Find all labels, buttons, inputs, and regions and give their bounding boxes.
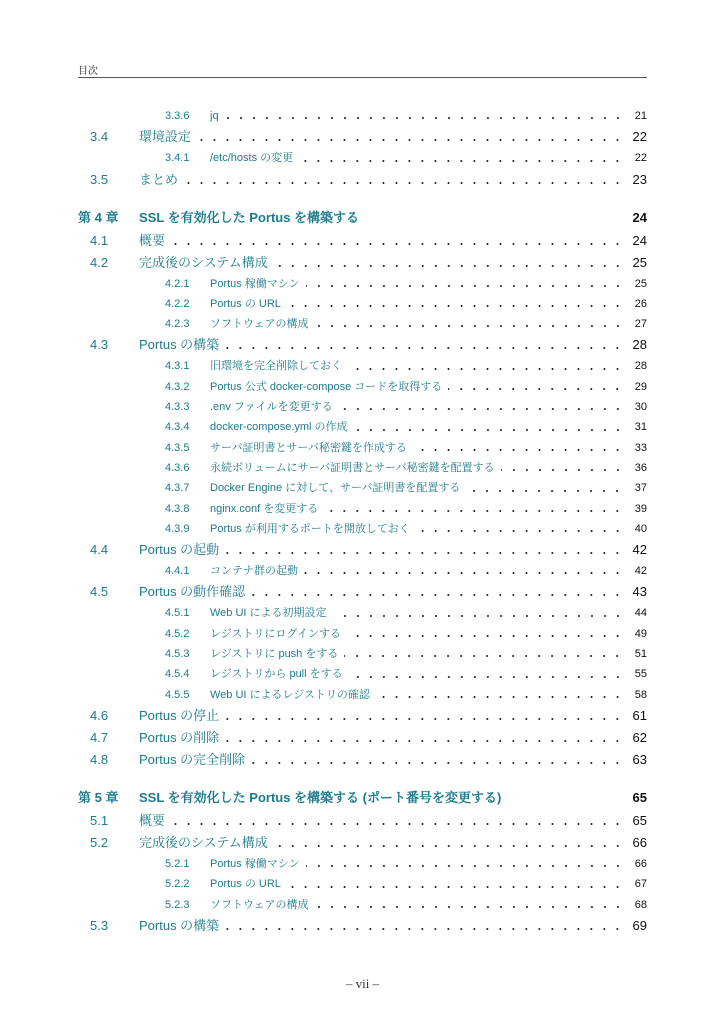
dot-leader bbox=[171, 240, 621, 248]
dot-leader bbox=[349, 673, 621, 681]
entry-page-number: 44 bbox=[634, 607, 647, 620]
dot-leader bbox=[225, 114, 621, 122]
dot-leader bbox=[348, 365, 621, 373]
entry-page-number: 66 bbox=[632, 834, 647, 850]
dot-leader bbox=[347, 632, 621, 640]
entry-page-number: 27 bbox=[634, 318, 647, 331]
toc-subsection-entry[interactable] bbox=[78, 895, 647, 915]
toc-subsection-entry[interactable] bbox=[78, 314, 647, 334]
entry-title: SSL を有効化した Portus を構築する bbox=[139, 209, 360, 225]
entry-title: Portus が利用するポートを開放しておく bbox=[210, 522, 410, 535]
entry-title: 完成後のシステム構成 bbox=[139, 834, 268, 850]
dot-leader bbox=[225, 925, 621, 933]
toc-section-entry[interactable] bbox=[78, 749, 647, 771]
entry-number: 4.3.7 bbox=[165, 482, 190, 495]
entry-title: Portus の動作確認 bbox=[139, 584, 246, 600]
dot-leader bbox=[251, 759, 621, 767]
dot-leader bbox=[197, 136, 621, 144]
toc-subsection-entry[interactable] bbox=[78, 397, 647, 417]
entry-number: 5.2.1 bbox=[165, 857, 190, 870]
dot-leader bbox=[225, 344, 621, 352]
entry-title: レジストリに push をする bbox=[210, 648, 339, 661]
toc-subsection-entry[interactable] bbox=[78, 377, 647, 397]
entry-title: Web UI によるレジストリの確認 bbox=[210, 688, 370, 701]
entry-title: ソフトウェアの構成 bbox=[210, 898, 309, 911]
entry-page-number: 23 bbox=[632, 171, 647, 187]
entry-page-number: 25 bbox=[634, 277, 647, 290]
dot-leader bbox=[315, 322, 621, 330]
entry-title: /etc/hosts の変更 bbox=[210, 152, 294, 165]
entry-number: 4.7 bbox=[90, 729, 109, 745]
entry-page-number: 25 bbox=[632, 254, 647, 270]
entry-title: Portus の起動 bbox=[139, 542, 220, 558]
toc-subsection-entry[interactable] bbox=[78, 624, 647, 644]
entry-title: Portus の構築 bbox=[139, 917, 220, 933]
entry-title: Portus 稼働マシン bbox=[210, 277, 300, 290]
entry-number: 3.5 bbox=[90, 171, 109, 187]
entry-page-number: 42 bbox=[632, 542, 647, 558]
entry-number: 4.3.8 bbox=[165, 502, 190, 515]
entry-title: まとめ bbox=[139, 171, 179, 187]
entry-title: コンテナ群の起動 bbox=[210, 565, 298, 578]
entry-number: 4.2 bbox=[90, 254, 109, 270]
entry-page-number: 66 bbox=[634, 857, 647, 870]
entry-page-number: 26 bbox=[634, 297, 647, 310]
entry-number: 4.3.2 bbox=[165, 380, 190, 393]
entry-title: 永続ボリュームにサーバ証明書とサーバ秘密鍵を配置する bbox=[210, 461, 495, 474]
entry-number: 4.2.3 bbox=[165, 318, 190, 331]
entry-page-number: 39 bbox=[634, 502, 647, 515]
page-number: – vii – bbox=[345, 976, 380, 991]
entry-number: 4.3.5 bbox=[165, 441, 190, 454]
toc-section-entry[interactable] bbox=[78, 581, 647, 603]
table-of-contents bbox=[78, 106, 647, 937]
toc-section-entry[interactable] bbox=[78, 832, 647, 854]
toc-section-entry[interactable] bbox=[78, 252, 647, 274]
entry-title: Portus の停止 bbox=[139, 707, 220, 723]
entry-number: 第 4 章 bbox=[78, 209, 119, 225]
entry-page-number: 30 bbox=[634, 401, 647, 414]
entry-page-number: 62 bbox=[632, 729, 647, 745]
running-header: 目次 bbox=[78, 66, 98, 77]
entry-number: 4.3.6 bbox=[165, 461, 190, 474]
entry-number: 4.5.3 bbox=[165, 648, 190, 661]
dot-leader bbox=[413, 446, 621, 454]
entry-page-number: 24 bbox=[632, 232, 647, 248]
entry-number: 4.3.1 bbox=[165, 360, 190, 373]
entry-page-number: 42 bbox=[634, 565, 647, 578]
dot-leader bbox=[466, 487, 621, 495]
toc-subsection-entry[interactable] bbox=[78, 603, 647, 623]
entry-title: docker-compose.yml の作成 bbox=[210, 421, 348, 434]
entry-number: 4.5.1 bbox=[165, 607, 190, 620]
toc-section-entry[interactable] bbox=[78, 169, 647, 191]
dot-leader bbox=[225, 737, 621, 745]
dot-leader bbox=[416, 527, 621, 535]
entry-title: nginx.conf を変更する bbox=[210, 502, 319, 515]
entry-number: 4.2.1 bbox=[165, 277, 190, 290]
entry-number: 4.5.5 bbox=[165, 688, 190, 701]
entry-page-number: 37 bbox=[634, 482, 647, 495]
entry-title: jq bbox=[210, 110, 219, 122]
entry-title: 概要 bbox=[139, 232, 166, 248]
toc-subsection-entry[interactable] bbox=[78, 499, 647, 519]
toc-subsection-entry[interactable] bbox=[78, 438, 647, 458]
entry-title: ソフトウェアの構成 bbox=[210, 318, 309, 331]
dot-leader bbox=[315, 903, 621, 911]
entry-number: 4.3 bbox=[90, 337, 109, 353]
entry-page-number: 43 bbox=[632, 584, 647, 600]
dot-leader bbox=[501, 466, 621, 474]
entry-title: Docker Engine に対して、サーバ証明書を配置する bbox=[210, 482, 461, 495]
dot-leader bbox=[354, 426, 621, 434]
toc-section-entry[interactable] bbox=[78, 126, 647, 148]
entry-page-number: 21 bbox=[634, 110, 647, 122]
entry-title: Portus の完全削除 bbox=[139, 751, 246, 767]
entry-number: 4.3.4 bbox=[165, 421, 190, 434]
dot-leader bbox=[333, 612, 621, 620]
entry-number: 3.4.1 bbox=[165, 152, 190, 165]
toc-subsection-entry[interactable] bbox=[78, 854, 647, 874]
entry-page-number: 49 bbox=[634, 627, 647, 640]
entry-page-number: 65 bbox=[632, 812, 647, 828]
entry-page-number: 28 bbox=[634, 360, 647, 373]
toc-subsection-entry[interactable] bbox=[78, 874, 647, 894]
entry-title: Web UI による初期設定 bbox=[210, 607, 327, 620]
entry-page-number: 65 bbox=[632, 789, 647, 805]
entry-number: 5.2.3 bbox=[165, 898, 190, 911]
entry-page-number: 22 bbox=[632, 129, 647, 145]
entry-title: SSL を有効化した Portus を構築する (ポート番号を変更する) bbox=[139, 789, 502, 805]
toc-subsection-entry[interactable] bbox=[78, 106, 647, 126]
toc-subsection-entry[interactable] bbox=[78, 644, 647, 664]
entry-title: Portus の URL bbox=[210, 297, 281, 310]
toc-subsection-entry[interactable] bbox=[78, 148, 647, 168]
entry-title: 概要 bbox=[139, 812, 166, 828]
entry-title: レジストリにログインする bbox=[210, 627, 341, 640]
entry-number: 5.2 bbox=[90, 834, 109, 850]
toc-section-entry[interactable] bbox=[78, 334, 647, 356]
entry-title: Portus 公式 docker-compose コードを取得する bbox=[210, 380, 443, 393]
dot-leader bbox=[171, 820, 621, 828]
entry-number: 5.2.2 bbox=[165, 878, 190, 891]
entry-number: 4.8 bbox=[90, 751, 109, 767]
toc-subsection-entry[interactable] bbox=[78, 561, 647, 581]
entry-title: サーバ証明書とサーバ秘密鍵を作成する bbox=[210, 441, 407, 454]
toc-section-entry[interactable] bbox=[78, 810, 647, 832]
toc-subsection-entry[interactable] bbox=[78, 685, 647, 705]
entry-number: 4.3.3 bbox=[165, 401, 190, 414]
dot-leader bbox=[324, 507, 621, 515]
toc-subsection-entry[interactable] bbox=[78, 458, 647, 478]
entry-title: Portus 稼働マシン bbox=[210, 857, 300, 870]
entry-page-number: 63 bbox=[632, 751, 647, 767]
dot-leader bbox=[225, 715, 621, 723]
toc-subsection-entry[interactable] bbox=[78, 294, 647, 314]
dot-leader bbox=[344, 652, 621, 660]
toc-section-entry[interactable] bbox=[78, 705, 647, 727]
entry-number: 4.5 bbox=[90, 584, 109, 600]
toc-subsection-entry[interactable] bbox=[78, 478, 647, 498]
entry-page-number: 36 bbox=[634, 461, 647, 474]
toc-subsection-entry[interactable] bbox=[78, 417, 647, 437]
entry-number: 3.3.6 bbox=[165, 110, 190, 122]
entry-title: Portus の削除 bbox=[139, 729, 220, 745]
entry-number: 3.4 bbox=[90, 129, 109, 145]
toc-subsection-entry[interactable] bbox=[78, 274, 647, 294]
entry-title: 旧環境を完全削除しておく bbox=[210, 360, 342, 373]
entry-page-number: 28 bbox=[632, 337, 647, 353]
entry-number: 5.3 bbox=[90, 917, 109, 933]
dot-leader bbox=[339, 405, 621, 413]
entry-number: 5.1 bbox=[90, 812, 109, 828]
dot-leader bbox=[299, 157, 621, 165]
entry-number: 4.5.4 bbox=[165, 668, 190, 681]
entry-title: Portus の構築 bbox=[139, 337, 220, 353]
entry-page-number: 29 bbox=[634, 380, 647, 393]
dot-leader bbox=[304, 569, 621, 577]
dot-leader bbox=[306, 282, 621, 290]
dot-leader bbox=[251, 591, 621, 599]
entry-page-number: 68 bbox=[634, 898, 647, 911]
entry-page-number: 67 bbox=[634, 878, 647, 891]
toc-subsection-entry[interactable] bbox=[78, 519, 647, 539]
entry-title: .env ファイルを変更する bbox=[210, 401, 333, 414]
toc-section-entry[interactable] bbox=[78, 230, 647, 252]
toc-subsection-entry[interactable] bbox=[78, 664, 647, 684]
entry-page-number: 58 bbox=[634, 688, 647, 701]
dot-leader bbox=[184, 179, 621, 187]
toc-section-entry[interactable] bbox=[78, 727, 647, 749]
entry-title: Portus の URL bbox=[210, 878, 281, 891]
entry-number: 4.4 bbox=[90, 542, 109, 558]
entry-page-number: 51 bbox=[634, 648, 647, 661]
toc-chapter-entry[interactable] bbox=[78, 787, 647, 809]
dot-leader bbox=[365, 217, 621, 225]
entry-number: 第 5 章 bbox=[78, 789, 119, 805]
entry-page-number: 22 bbox=[634, 152, 647, 165]
toc-subsection-entry[interactable] bbox=[78, 356, 647, 376]
entry-title: レジストリから pull をする bbox=[210, 668, 343, 681]
dot-leader bbox=[225, 549, 621, 557]
dot-leader bbox=[274, 262, 621, 270]
entry-page-number: 31 bbox=[634, 421, 647, 434]
entry-number: 4.4.1 bbox=[165, 565, 190, 578]
dot-leader bbox=[376, 693, 621, 701]
entry-title: 完成後のシステム構成 bbox=[139, 254, 268, 270]
dot-leader bbox=[274, 842, 621, 850]
dot-leader bbox=[287, 302, 621, 310]
dot-leader bbox=[507, 797, 621, 805]
entry-page-number: 24 bbox=[632, 209, 647, 225]
entry-page-number: 69 bbox=[632, 917, 647, 933]
dot-leader bbox=[287, 883, 621, 891]
dot-leader bbox=[306, 862, 621, 870]
toc-section-entry[interactable] bbox=[78, 915, 647, 937]
entry-title: 環境設定 bbox=[139, 129, 192, 145]
entry-page-number: 55 bbox=[634, 668, 647, 681]
toc-chapter-entry[interactable] bbox=[78, 207, 647, 229]
entry-number: 4.6 bbox=[90, 707, 109, 723]
header-rule bbox=[78, 77, 647, 78]
entry-page-number: 40 bbox=[634, 522, 647, 535]
entry-page-number: 33 bbox=[634, 441, 647, 454]
entry-number: 4.1 bbox=[90, 232, 109, 248]
toc-section-entry[interactable] bbox=[78, 539, 647, 561]
dot-leader bbox=[448, 385, 621, 393]
entry-number: 4.3.9 bbox=[165, 522, 190, 535]
entry-number: 4.2.2 bbox=[165, 297, 190, 310]
entry-page-number: 61 bbox=[632, 707, 647, 723]
entry-number: 4.5.2 bbox=[165, 627, 190, 640]
